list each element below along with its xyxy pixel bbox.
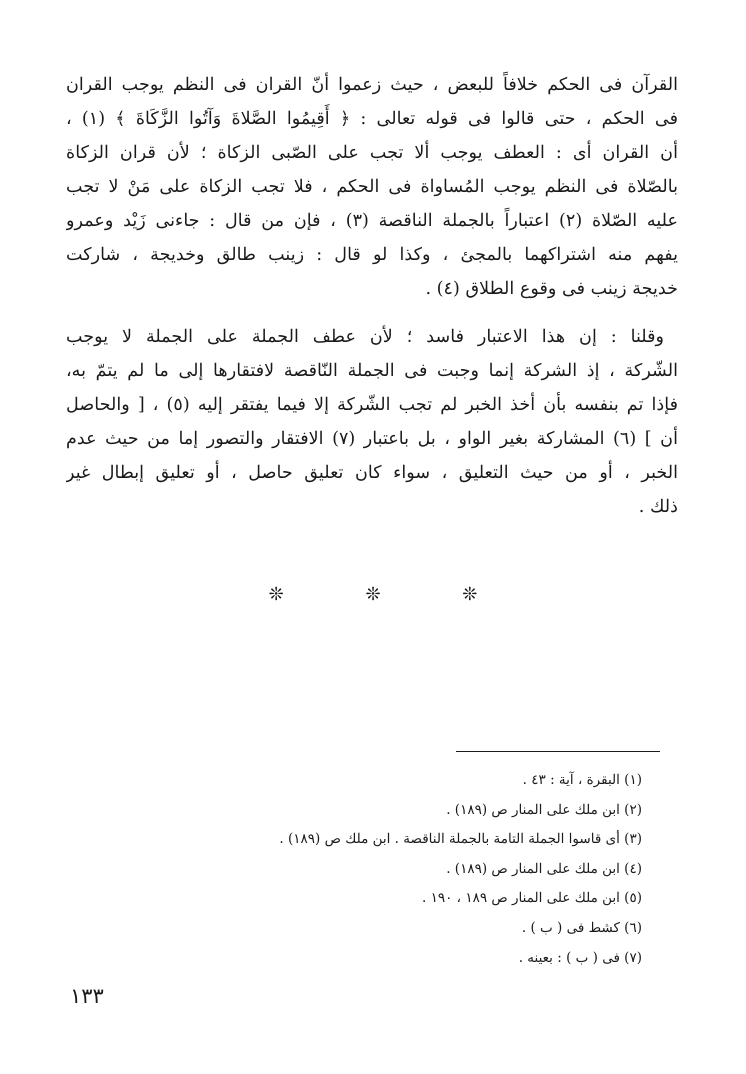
paragraph-1: [66, 68, 678, 306]
text-line: فإذا تم بنفسه بأن أخذ الخبر لم تجب الشّركة إلا فيما يفتقر إليه (٥) ، [ والحاصل: [66, 395, 678, 415]
text-line: ذلك .: [638, 497, 678, 517]
text-line: فى الحكم ، حتى قالوا فى قوله تعالى : ﴿ أَقِيمُوا الصَّلاةَ وَآتُوا الزَّكَاةَ ﴾ (١) ،: [66, 109, 678, 129]
section-separator: ❊ ❊ ❊: [268, 584, 516, 605]
text-line: يفهم منه اشتراكهما بالمجئ ، وكذا لو قال : زينب طالق وخديجة ، شاركت: [66, 245, 678, 265]
main-text: [66, 68, 678, 524]
footnote: (٣) أى قاسوا الجملة التامة بالجملة الناقصة . ابن ملك ص (١٨٩) .: [279, 831, 642, 848]
footnote: (١) البقرة ، آية : ٤٣ .: [522, 772, 642, 788]
text-line: بالصّلاة فى النظم يوجب المُساواة فى الحكم ، فلا تجب الزكاة على مَنْ لا تجب: [66, 177, 678, 197]
footnote: (٢) ابن ملك على المنار ص (١٨٩) .: [446, 801, 642, 818]
text-line: الخبر ، أو من حيث التعليق ، سواء كان تعليق حاصل ، أو تعليق إبطال غير: [66, 463, 678, 483]
footnote: (٧) فى ( ب ) : بعينه .: [518, 949, 642, 966]
text-line: أن ] (٦) المشاركة بغير الواو ، بل باعتبار (٧) الافتقار والتصور إما من حيث عدم: [66, 429, 678, 449]
text-line: القرآن فى الحكم خلافاً للبعض ، حيث زعموا أنّ القران فى النظم يوجب القران: [66, 75, 678, 95]
text-line: وقلنا : إن هذا الاعتبار فاسد ؛ لأن عطف الجملة على الجملة لا يوجب: [66, 327, 664, 347]
text-line: عليه الصّلاة (٢) اعتباراً بالجملة الناقصة (٣) ، فإن من قال : جاءنى زَيْد وعمرو: [66, 211, 678, 231]
text-line: أن القران أى : العطف يوجب ألا تجب على الصّبى الزكاة ؛ لأن قران الزكاة: [66, 143, 678, 163]
footnotes: [82, 766, 642, 973]
text-line: الشّركة ، إذ الشركة إنما وجبت فى الجملة النّاقصة لافتقارها إلى ما لم يتمّ به،: [66, 361, 678, 381]
page-number: ١٣٣: [70, 984, 104, 1008]
footnote: (٦) كشط فى ( ب ) .: [521, 919, 642, 936]
text-line: خديجة زينب فى وقوع الطلاق (٤) .: [425, 279, 678, 299]
paragraph-2: [66, 320, 678, 524]
footnote: (٤) ابن ملك على المنار ص (١٨٩) .: [446, 860, 642, 877]
footnote-rule: [456, 751, 660, 752]
footnote: (٥) ابن ملك على المنار ص ١٨٩ ، ١٩٠ .: [422, 890, 642, 907]
